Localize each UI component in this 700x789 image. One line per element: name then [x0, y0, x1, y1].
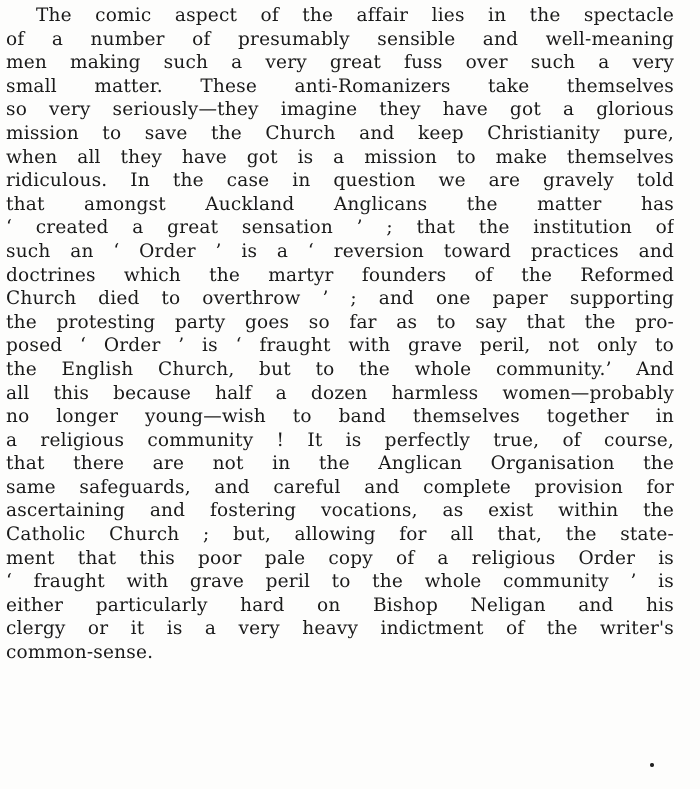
text-line: when all they have got is a mission to make themselves	[6, 146, 674, 168]
text-line: doctrines which the martyr founders of the Reformed	[6, 264, 674, 286]
text-line: such an ‘ Order ’ is a ‘ reversion toward practices and	[6, 240, 674, 262]
text-line: men making such a very great fuss over such a very	[6, 52, 674, 74]
text-line: ment that this poor pale copy of a religious Order is	[6, 547, 674, 569]
text-line: ascertaining and fostering vocations, as exist within the	[6, 500, 674, 522]
print-speck	[650, 763, 654, 767]
text-line: a religious community ! It is perfectly true, of course,	[6, 429, 674, 451]
text-line: The comic aspect of the affair lies in the spectacle	[36, 5, 674, 26]
text-line: the protesting party goes so far as to say that the pro-	[6, 311, 674, 333]
text-line: of a number of presumably sensible and well-meaning	[6, 28, 674, 50]
text-line: small matter. These anti-Romanizers take themselves	[6, 75, 674, 97]
text-line: mission to save the Church and keep Christianity pure,	[6, 122, 674, 144]
text-line: no longer young—wish to band themselves together in	[6, 406, 674, 428]
text-line: ‘ created a great sensation ’ ; that the institution of	[6, 217, 674, 239]
text-line: so very seriously—they imagine they have got a glorious	[6, 99, 674, 121]
text-line: the English Church, but to the whole community.’ And	[6, 358, 674, 380]
text-line: ‘ fraught with grave peril to the whole community ’ is	[6, 571, 674, 593]
text-line: same safeguards, and careful and complete provision for	[6, 476, 674, 498]
text-line: posed ‘ Order ’ is ‘ fraught with grave peril, not only to	[6, 335, 674, 357]
text-line: that amongst Auckland Anglicans the matter has	[6, 193, 674, 215]
text-line: Church died to overthrow ’ ; and one paper supporting	[6, 288, 674, 310]
text-line: clergy or it is a very heavy indictment of the writer's	[6, 618, 674, 640]
text-line: either particularly hard on Bishop Neligan and his	[6, 594, 674, 616]
text-line: common-sense.	[6, 642, 154, 664]
text-line: Catholic Church ; but, allowing for all that, the state-	[6, 524, 674, 546]
text-line: that there are not in the Anglican Organisation the	[6, 453, 674, 475]
text-line: ridiculous. In the case in question we are gravely told	[6, 170, 674, 192]
article-paragraph	[6, 4, 674, 665]
text-line: all this because half a dozen harmless women—probably	[6, 382, 674, 404]
